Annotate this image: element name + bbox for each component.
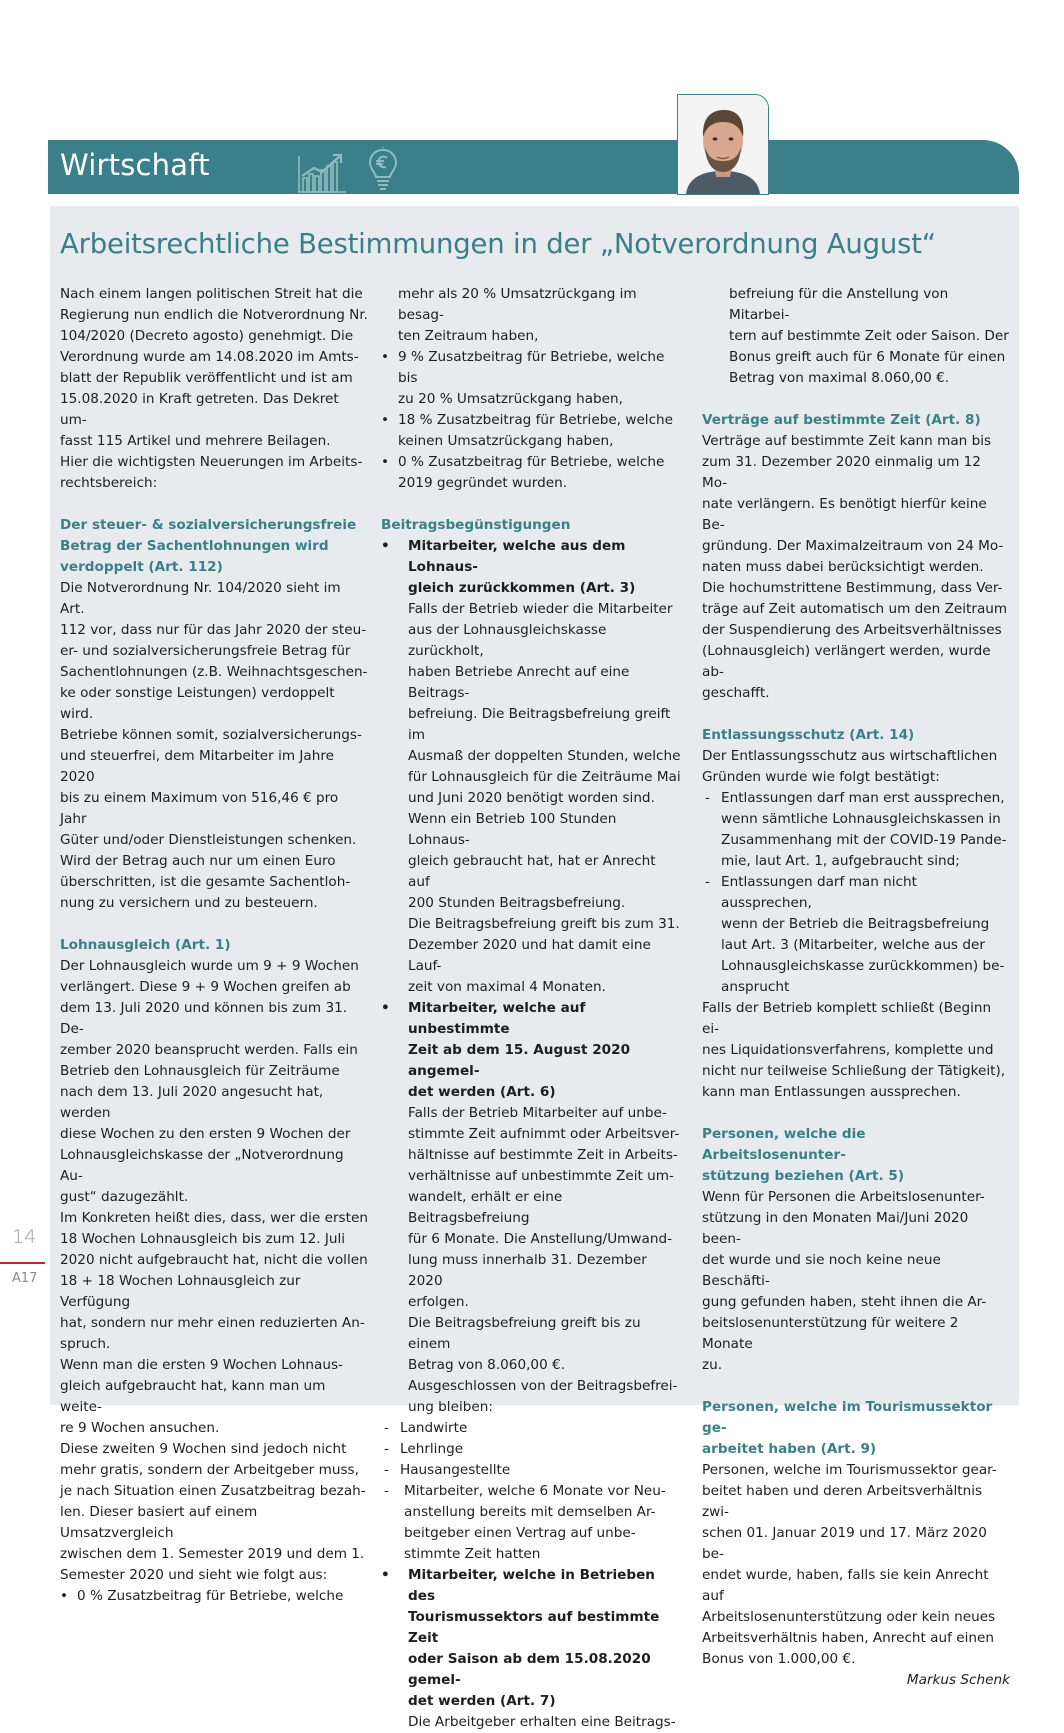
list-item: - Mitarbeiter, welche 6 Monate vor Neu- anstellung bereits mit demselben Ar- beitgeber einen Vertrag auf unbe- stimmte Zeit hatten — [381, 1481, 681, 1565]
list-item: - Landwirte — [381, 1418, 681, 1439]
list-item: • 0 % Zusatzbeitrag für Betriebe, welche 2019 gegründet wurden. — [381, 452, 681, 494]
page-number: 14 — [12, 1226, 37, 1248]
article-column-3 — [702, 284, 1010, 1691]
page-marker-line — [0, 1262, 45, 1264]
author-name: Markus Schenk — [906, 1672, 1010, 1688]
list-item: - Entlassungen darf man erst aussprechen, wenn sämtliche Lohnausgleichskassen in Zusammenhang mit der COVID-19 Pande- mie, laut Art. 1, aufgebraucht sind; — [702, 788, 1010, 872]
list-item-text: Falls der Betrieb wieder die Mitarbeiter aus der Lohnausgleichskasse zurückholt, haben Betriebe Anrecht auf eine Beitrags- befreiung. Die Beitragsbefreiung greift im Ausmaß der doppelten Stunden, welche für Lohnausgleich für die Zeiträume Mai und Juni 2020 benötigt worden sind. Wenn ein Betrieb 100 Stunden Lohnaus- gleich gebraucht hat, hat er Anrecht auf 200 Stunden Beitragsbefreiung. Die Beitragsbefreiung greift bis zum 31. Dezember 2020 und hat damit eine Lauf- zeit von maximal 4 Monaten. — [408, 601, 681, 995]
list-item: • 0 % Zusatzbeitrag für Betriebe, welche — [60, 1586, 368, 1607]
list-item: • 18 % Zusatzbeitrag für Betriebe, welche keinen Umsatzrückgang haben, — [381, 410, 681, 452]
list-item: • 9 % Zusatzbeitrag für Betriebe, welche bis zu 20 % Umsatzrückgang haben, — [381, 347, 681, 410]
subheading-beitragsbeguenstigungen: Beitragsbegünstigungen — [381, 517, 571, 533]
list-item-title: • Mitarbeiter, welche aus dem Lohnaus- gleich zurückkommen (Art. 3) — [381, 536, 681, 599]
list-item: - Entlassungen darf man nicht aussprechen, wenn der Betrieb die Beitragsbefreiung laut Art. 3 (Mitarbeiter, welche aus der Lohnausgleichskasse zurückkommen) be- ansprucht — [702, 872, 1010, 998]
article-column-1 — [60, 284, 368, 1607]
list-item-text: Die Arbeitgeber erhalten eine Beitrags- — [408, 1714, 676, 1730]
list-item-title: • Mitarbeiter, welche in Betrieben des Tourismussektors auf bestimmte Zeit oder Saison ab dem 15.08.2020 gemel- det werden (Art. 7) — [381, 1565, 681, 1712]
subheading-sachentlohnungen: Der steuer- & sozialversicherungsfreie Betrag der Sachentlohnungen wird verdoppelt (Art. 112) — [60, 517, 357, 575]
rising-bar-chart-icon — [296, 150, 348, 194]
page-code: A17 — [12, 1271, 38, 1286]
paragraph-schliessung: Falls der Betrieb komplett schließt (Beginn ei- nes Liquidationsverfahrens, komplette und nicht nur teilweise Schließung der Tätigkeit), kann man Entlassungen aussprechen. — [702, 1000, 1006, 1100]
list-item: - Lehrlinge — [381, 1439, 681, 1460]
list-item-text: Falls der Betrieb Mitarbeiter auf unbe- stimmte Zeit aufnimmt oder Arbeitsver- hältnisse auf bestimmte Zeit in Arbeits- verhältnisse auf unbestimmte Zeit um- wandelt, erhält er eine Beitragsbefreiung für 6 Monate. Die Anstellung/Umwand- lung muss innerhalb 31. Dezember 2020 erfolgen. Die Beitragsbefreiung greift bis zu einem Betrag von 8.060,00 €. Ausgeschlossen von der Beitragsbefrei- ung bleiben: — [408, 1105, 680, 1415]
author-photo — [677, 94, 769, 195]
article-headline: Arbeitsrechtliche Bestimmungen in der „Notverordnung August“ — [60, 228, 936, 260]
paragraph-arbeitslosenunterstuetzung: Wenn für Personen die Arbeitslosenunter- stützung in den Monaten Mai/Juni 2020 been- det wurde und sie noch keine neue Beschäfti- gung gefunden haben, steht ihnen die Ar- beitslosenunterstützung für weitere 2 Monate zu. — [702, 1189, 987, 1373]
paragraph-lohnausgleich: Der Lohnausgleich wurde um 9 + 9 Wochen verlängert. Diese 9 + 9 Wochen greifen ab dem 13. Juli 2020 und können bis zum 31. De- zember 2020 beansprucht werden. Falls ein Betrieb den Lohnausgleich für Zeiträume nach dem 13. Juli 2020 angesucht hat, werden diese Wochen zu den ersten 9 Wochen der Lohnausgleichskasse der „Notverordnung Au- gust“ dazugezählt. Im Konkreten heißt dies, dass, wer die ersten 18 Wochen Lohnausgleich bis zum 12. Juli 2020 nicht aufgebraucht hat, nicht die vollen 18 + 18 Wochen Lohnausgleich zur Verfügung hat, sondern nur mehr einen reduzierten An- spruch. Wenn man die ersten 9 Wochen Lohnaus- gleich aufgebraucht hat, kann man um weite- re 9 Wochen ansuchen. Diese zweiten 9 Wochen sind jedoch nicht mehr gratis, sondern der Arbeitgeber muss, je nach Situation einen Zusatzbeitrag bezah- len. Dieser basiert auf einem Umsatzvergleich zwischen dem 1. Semester 2019 und dem 1. Semester 2020 und sieht wie folgt aus: — [60, 958, 368, 1583]
subheading-entlassungsschutz: Entlassungsschutz (Art. 14) — [702, 727, 915, 743]
list-item-continuation: mehr als 20 % Umsatzrückgang im besag- ten Zeitraum haben, — [398, 286, 637, 344]
article-column-2 — [381, 284, 681, 1733]
list-item: - Hausangestellte — [381, 1460, 681, 1481]
subheading-arbeitslosenunterstuetzung: Personen, welche die Arbeitslosenunter- stützung beziehen (Art. 5) — [702, 1126, 905, 1184]
paragraph-vertraege: Verträge auf bestimmte Zeit kann man bis zum 31. Dezember 2020 einmalig um 12 Mo- nate verlängern. Es benötigt hierfür keine Be- gründung. Der Maximalzeitraum von 24 Mo- naten muss dabei berücksichtigt werden. Die hochumstrittene Bestimmung, dass Ver- träge auf Zeit automatisch um den Zeitraum der Suspendierung des Arbeitsverhältnisses (Lohnausgleich) verlängert werden, wurde ab- geschafft. — [702, 433, 1008, 701]
paragraph-entlassungsschutz: Der Entlassungsschutz aus wirtschaftlichen Gründen wurde wie folgt bestätigt: — [702, 748, 998, 785]
subheading-vertraege: Verträge auf bestimmte Zeit (Art. 8) — [702, 412, 981, 428]
paragraph-sachentlohnungen: Die Notverordnung Nr. 104/2020 sieht im Art. 112 vor, dass nur für das Jahr 2020 der steu- er- und sozialversicherungsfreie Betrag für Sachentlohnungen (z.B. Weihnachtsgeschen- ke oder sonstige Leistungen) verdoppelt wird. Betriebe können somit, sozialversicherungs- und steuerfrei, dem Mitarbeiter im Jahre 2020 bis zu einem Maximum von 516,46 € pro Jahr Güter und/oder Dienstleistungen schenken. Wird der Betrag auch nur um einen Euro überschritten, ist die gesamte Sachentloh- nung zu versichern und zu besteuern. — [60, 580, 368, 911]
intro-paragraph: Nach einem langen politischen Streit hat die Regierung nun endlich die Notverordnung Nr. 104/2020 (Decreto agosto) genehmigt. Die Verordnung wurde am 14.08.2020 im Amts- blatt der Republik veröffentlicht und ist am 15.08.2020 in Kraft getreten. Das Dekret um- fasst 115 Artikel und mehrere Beilagen. Hier die wichtigsten Neuerungen im Arbeits- rechtsbereich: — [60, 286, 369, 491]
paragraph-tourismussektor: Personen, welche im Tourismussektor gear- beitet haben und deren Arbeitsverhältnis zwi- schen 01. Januar 2019 und 17. März 2020 be- endet wurde, haben, falls sie kein Anrecht auf Arbeitslosenunterstützung oder kein neues Arbeitsverhältnis haben, Anrecht auf einen Bonus von 1.000,00 €. — [702, 1462, 997, 1667]
subheading-tourismussektor: Personen, welche im Tourismussektor ge- arbeitet haben (Art. 9) — [702, 1399, 993, 1457]
subheading-lohnausgleich: Lohnausgleich (Art. 1) — [60, 937, 231, 953]
list-item-continuation: befreiung für die Anstellung von Mitarbei- tern auf bestimmte Zeit oder Saison. Der Bonus greift auch für 6 Monate für einen Betrag von maximal 8.060,00 €. — [729, 286, 1009, 386]
euro-lightbulb-icon — [367, 147, 399, 193]
section-title: Wirtschaft — [60, 148, 210, 182]
list-item-title: • Mitarbeiter, welche auf unbestimmte Zeit ab dem 15. August 2020 angemel- det werden (Art. 6) — [381, 998, 681, 1103]
